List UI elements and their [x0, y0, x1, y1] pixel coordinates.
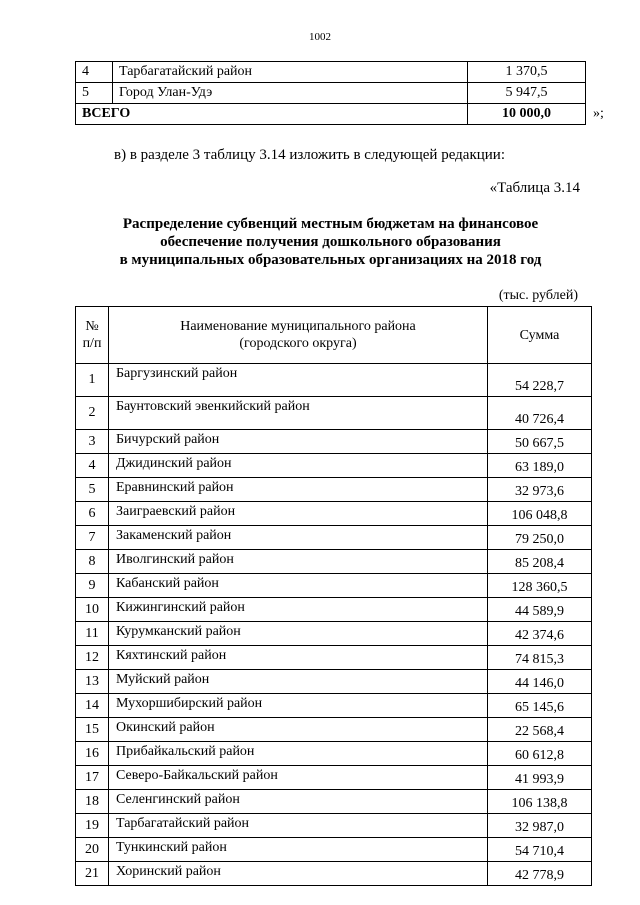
district-name: Селенгинский район	[109, 790, 488, 814]
row-number: 8	[76, 550, 109, 574]
row-number: 15	[76, 718, 109, 742]
table-row	[76, 670, 592, 694]
table-row	[76, 478, 592, 502]
district-name: Иволгинский район	[109, 550, 488, 574]
row-number: 5	[76, 478, 109, 502]
units-label: (тыс. рублей)	[498, 288, 578, 303]
table-row	[76, 862, 592, 886]
table-caption	[75, 215, 586, 269]
row-number: 5	[76, 83, 113, 104]
total-label: ВСЕГО	[76, 104, 468, 125]
district-name: Баргузинский район	[109, 364, 488, 397]
row-number: 4	[76, 62, 113, 83]
table-row	[76, 397, 592, 430]
table-row	[76, 694, 592, 718]
header-number-line: №	[85, 319, 99, 334]
district-name: Джидинский район	[109, 454, 488, 478]
table-row	[76, 646, 592, 670]
table-row	[76, 574, 592, 598]
amount-value: 85 208,4	[488, 550, 592, 574]
amendment-instruction: в) в разделе 3 таблицу 3.14 изложить в следующей редакции:	[114, 147, 505, 163]
row-number: 6	[76, 502, 109, 526]
district-name: Северо-Байкальский район	[109, 766, 488, 790]
row-number: 7	[76, 526, 109, 550]
district-name: Кяхтинский район	[109, 646, 488, 670]
page-number: 1002	[309, 31, 331, 43]
row-number: 4	[76, 454, 109, 478]
district-name: Закаменский район	[109, 526, 488, 550]
caption-line: обеспечение получения дошкольного образования	[160, 234, 501, 250]
closing-mark: »;	[593, 106, 604, 121]
amount-value: 44 146,0	[488, 670, 592, 694]
amount-value: 60 612,8	[488, 742, 592, 766]
continued-allocation-table	[75, 61, 586, 125]
row-number: 10	[76, 598, 109, 622]
row-number: 18	[76, 790, 109, 814]
row-number: 9	[76, 574, 109, 598]
amount-value: 22 568,4	[488, 718, 592, 742]
district-name: Тарбагатайский район	[109, 814, 488, 838]
header-sum: Сумма	[488, 307, 592, 364]
amount-value: 128 360,5	[488, 574, 592, 598]
amount-value: 44 589,9	[488, 598, 592, 622]
amount-value: 63 189,0	[488, 454, 592, 478]
district-name: Окинский район	[109, 718, 488, 742]
amount-value: 5 947,5	[468, 83, 586, 104]
row-number: 11	[76, 622, 109, 646]
table-row	[76, 526, 592, 550]
table-row	[76, 502, 592, 526]
amount-value: 74 815,3	[488, 646, 592, 670]
table-row	[76, 598, 592, 622]
table-header-row	[76, 307, 592, 364]
amount-value: 54 228,7	[488, 364, 592, 397]
table-row	[76, 814, 592, 838]
table-row	[76, 718, 592, 742]
row-number: 13	[76, 670, 109, 694]
row-number: 19	[76, 814, 109, 838]
amount-value: 40 726,4	[488, 397, 592, 430]
amount-value: 106 048,8	[488, 502, 592, 526]
row-number: 16	[76, 742, 109, 766]
table-row	[76, 62, 586, 83]
row-number: 12	[76, 646, 109, 670]
amount-value: 42 778,9	[488, 862, 592, 886]
table-row	[76, 550, 592, 574]
total-row	[76, 104, 586, 125]
header-district-name	[109, 307, 488, 364]
district-name: Тункинский район	[109, 838, 488, 862]
district-name: Заиграевский район	[109, 502, 488, 526]
amount-value: 32 987,0	[488, 814, 592, 838]
header-number	[76, 307, 109, 364]
amount-value: 79 250,0	[488, 526, 592, 550]
district-name: Кабанский район	[109, 574, 488, 598]
amount-value: 1 370,5	[468, 62, 586, 83]
amount-value: 50 667,5	[488, 430, 592, 454]
district-name: Город Улан-Удэ	[113, 83, 468, 104]
amount-value: 106 138,8	[488, 790, 592, 814]
amount-value: 65 145,6	[488, 694, 592, 718]
table-number-label: «Таблица 3.14	[489, 180, 580, 196]
header-name-line: (городского округа)	[239, 336, 357, 351]
district-name: Прибайкальский район	[109, 742, 488, 766]
table-row	[76, 430, 592, 454]
amount-value: 54 710,4	[488, 838, 592, 862]
row-number: 17	[76, 766, 109, 790]
caption-line: в муниципальных образовательных организациях на 2018 год	[119, 252, 542, 268]
district-name: Кижингинский район	[109, 598, 488, 622]
table-row	[76, 83, 586, 104]
table-row	[76, 364, 592, 397]
district-name: Мухоршибирский район	[109, 694, 488, 718]
amount-value: 42 374,6	[488, 622, 592, 646]
row-number: 20	[76, 838, 109, 862]
district-name: Бичурский район	[109, 430, 488, 454]
district-name: Тарбагатайский район	[113, 62, 468, 83]
district-name: Хоринский район	[109, 862, 488, 886]
district-name: Курумканский район	[109, 622, 488, 646]
table-row	[76, 622, 592, 646]
row-number: 14	[76, 694, 109, 718]
amount-value: 32 973,6	[488, 478, 592, 502]
header-number-line: п/п	[82, 336, 102, 351]
total-value: 10 000,0	[468, 104, 586, 125]
table-row	[76, 766, 592, 790]
subvention-distribution-table	[75, 306, 592, 886]
row-number: 1	[76, 364, 109, 397]
row-number: 21	[76, 862, 109, 886]
caption-line: Распределение субвенций местным бюджетам на финансовое	[122, 216, 539, 232]
table-row	[76, 742, 592, 766]
district-name: Баунтовский эвенкийский район	[109, 397, 488, 430]
row-number: 2	[76, 397, 109, 430]
amount-value: 41 993,9	[488, 766, 592, 790]
table-row	[76, 790, 592, 814]
table-row	[76, 454, 592, 478]
row-number: 3	[76, 430, 109, 454]
table-row	[76, 838, 592, 862]
district-name: Муйский район	[109, 670, 488, 694]
header-name-line: Наименование муниципального района	[180, 319, 416, 334]
district-name: Еравнинский район	[109, 478, 488, 502]
